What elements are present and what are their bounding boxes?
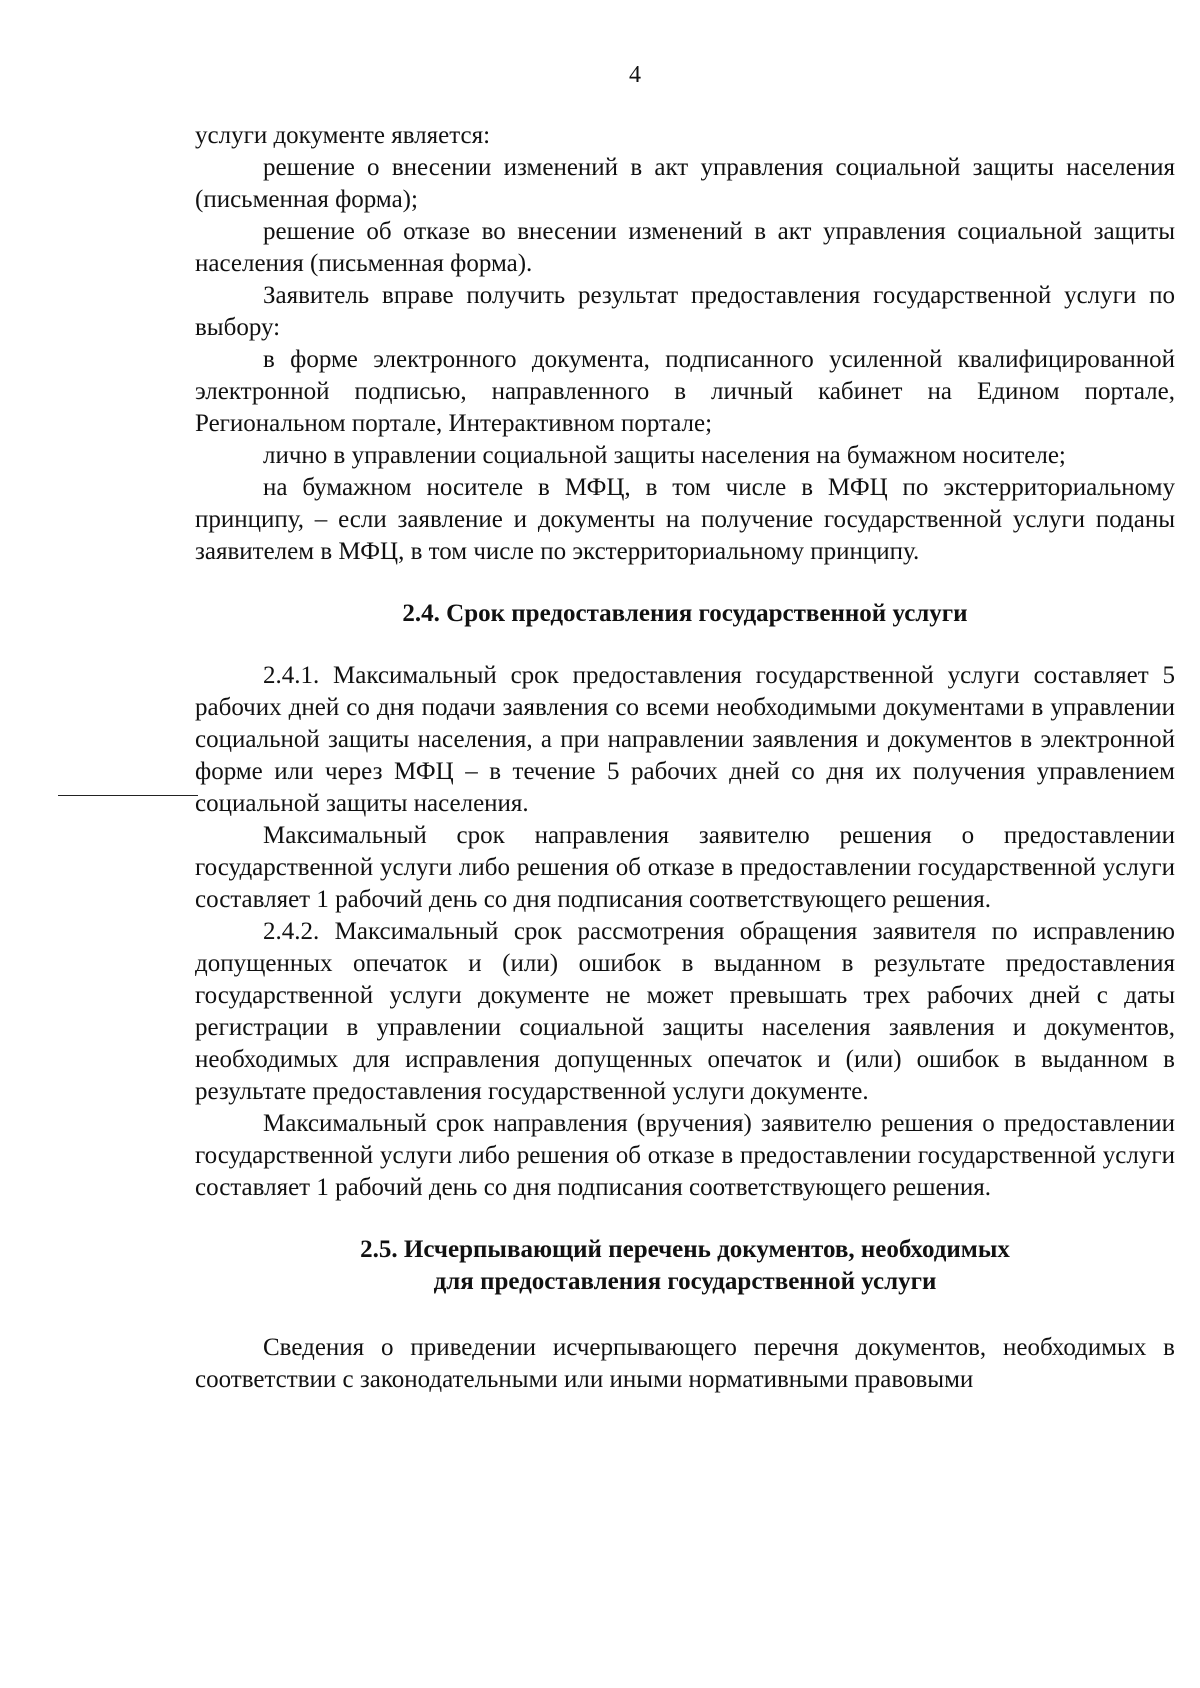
scan-artifact-line (58, 795, 198, 796)
page-number: 4 (629, 62, 641, 88)
paragraph-2-4-1: 2.4.1. Максимальный срок предоставления государственной услуги составляет 5 рабочих дней со дня подачи заявления со всеми необходимыми документами в управлении социальной защиты населения, а при направлении заявления и документов в электронной форме или через МФЦ – в течение 5 рабочих дней со дня их получения управлением социальной защиты населения. (195, 662, 1175, 817)
paragraph: Максимальный срок направления заявителю решения о предоставлении государственной услуги либо решения об отказе в предоставлении государственной услуги составляет 1 рабочий день со дня подписания соответствующего решения. (195, 822, 1175, 913)
paragraph: Сведения о приведении исчерпывающего перечня документов, необходимых в соответствии с законодательными или иными нормативными правовыми (195, 1334, 1175, 1393)
document-body (195, 120, 1175, 1396)
paragraph: решение о внесении изменений в акт управления социальной защиты населения (письменная форма); (195, 154, 1175, 213)
paragraph: в форме электронного документа, подписанного усиленной квалифицированной электронной подписью, направленного в личный кабинет на Едином портале, Региональном портале, Интерактивном портале; (195, 346, 1175, 437)
paragraph: услуги документе является: (195, 122, 491, 149)
section-heading-2-5 (195, 1234, 1175, 1298)
paragraph: Заявитель вправе получить результат предоставления государственной услуги по выбору: (195, 282, 1175, 341)
paragraph-2-4-2: 2.4.2. Максимальный срок рассмотрения обращения заявителя по исправлению допущенных опечаток и (или) ошибок в выданном в результате предоставления государственной услуги документе не может превышать трех рабочих дней с даты регистрации в управлении социальной защиты населения заявления и документов, необходимых для исправления допущенных опечаток и (или) ошибок в выданном в результате предоставления государственной услуги документе. (195, 918, 1175, 1105)
paragraph: решение об отказе во внесении изменений в акт управления социальной защиты населения (письменная форма). (195, 218, 1175, 277)
paragraph: на бумажном носителе в МФЦ, в том числе в МФЦ по экстерриториальному принципу, – если заявление и документы на получение государственной услуги поданы заявителем в МФЦ, в том числе по экстерриториальному принципу. (195, 474, 1175, 565)
section-heading-2-5-line1: 2.5. Исчерпывающий перечень документов, необходимых (360, 1236, 1010, 1263)
section-heading-2-5-line2: для предоставления государственной услуги (433, 1268, 937, 1295)
section-heading-2-4: 2.4. Срок предоставления государственной услуги (402, 600, 968, 627)
paragraph: лично в управлении социальной защиты населения на бумажном носителе; (263, 442, 1066, 469)
paragraph: Максимальный срок направления (вручения) заявителю решения о предоставлении государственной услуги либо решения об отказе в предоставлении государственной услуги составляет 1 рабочий день со дня подписания соответствующего решения. (195, 1110, 1175, 1201)
